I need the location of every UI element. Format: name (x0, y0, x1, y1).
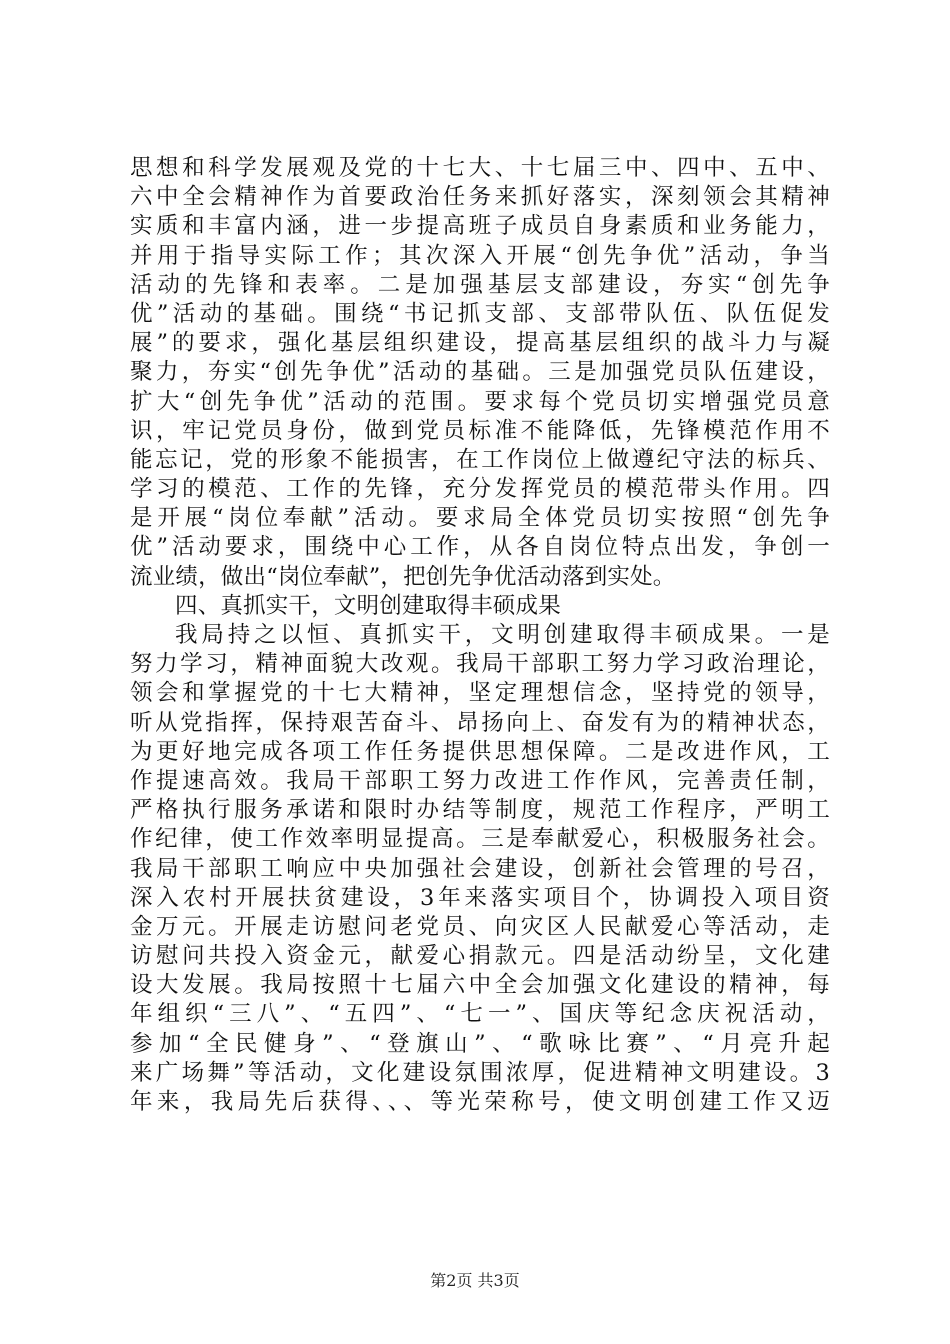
body-line: 深入农村开展扶贫建设，3年来落实项目个，协调投入项目资 (130, 884, 830, 911)
body-line: 领会和掌握党的十七大精神，坚定理想信念，坚持党的领导， (130, 680, 830, 707)
body-line: 学习的模范、工作的先锋，充分发挥党员的模范带头作用。四 (130, 476, 830, 503)
body-line: 识，牢记党员身份，做到党员标准不能降低，先锋模范作用不 (130, 417, 830, 444)
paragraph-first-line: 我局持之以恒、真抓实干，文明创建取得丰硕成果。一是 (175, 622, 830, 648)
body-line: 访慰问共投入资金元，献爱心捐款元。四是活动纷呈，文化建 (130, 943, 830, 970)
body-line: 我局干部职工响应中央加强社会建设，创新社会管理的号召， (130, 855, 830, 882)
body-line: 设大发展。我局按照十七届六中全会加强文化建设的精神，每 (130, 972, 830, 999)
body-line: 作提速高效。我局干部职工努力改进工作作风，完善责任制， (130, 767, 830, 794)
body-line: 展”的要求，强化基层组织建设，提高基层组织的战斗力与凝 (130, 330, 830, 357)
body-line: 流业绩，做出“岗位奉献”，把创先争优活动落到实处。 (130, 563, 676, 590)
body-line: 来广场舞”等活动，文化建设氛围浓厚，促进精神文明建设。3 (130, 1059, 830, 1086)
body-line: 为更好地完成各项工作任务提供思想保障。二是改进作风，工 (130, 738, 830, 765)
body-line: 作纪律，使工作效率明显提高。三是奉献爱心，积极服务社会。 (130, 826, 830, 853)
body-line: 优”活动要求，围绕中心工作，从各自岗位特点出发，争创一 (130, 534, 830, 561)
body-line: 严格执行服务承诺和限时办结等制度，规范工作程序，严明工 (130, 797, 830, 824)
body-line: 聚力，夯实“创先争优”活动的基础。三是加强党员队伍建设， (130, 359, 830, 386)
body-line: 实质和丰富内涵，进一步提高班子成员自身素质和业务能力， (130, 213, 830, 240)
section-heading: 四、真抓实干，文明创建取得丰硕成果 (175, 592, 561, 619)
body-line: 年组织“三八”、“五四”、“七一”、国庆等纪念庆祝活动， (130, 1001, 830, 1028)
body-line: 活动的先锋和表率。二是加强基层支部建设，夯实“创先争 (130, 271, 830, 298)
body-line: 能忘记，党的形象不能损害，在工作岗位上做遵纪守法的标兵、 (130, 446, 830, 473)
body-line: 参加“全民健身”、“登旗山”、“歌咏比赛”、“月亮升起 (130, 1030, 830, 1057)
page-number-footer: 第2页 共3页 (430, 1271, 520, 1290)
body-text (130, 154, 830, 1117)
body-line: 扩大“创先争优”活动的范围。要求每个党员切实增强党员意 (130, 388, 830, 415)
body-line: 金万元。开展走访慰问老党员、向灾区人民献爱心等活动，走 (130, 913, 830, 940)
body-line: 思想和科学发展观及党的十七大、十七届三中、四中、五中、 (130, 155, 830, 181)
body-line: 年来，我局先后获得、、、等光荣称号，使文明创建工作又迈 (130, 1089, 830, 1115)
body-line: 努力学习，精神面貌大改观。我局干部职工努力学习政治理论， (130, 651, 830, 678)
body-line: 是开展“岗位奉献”活动。要求局全体党员切实按照“创先争 (130, 505, 830, 532)
body-line: 听从党指挥，保持艰苦奋斗、昂扬向上、奋发有为的精神状态， (130, 709, 830, 736)
body-line: 优”活动的基础。围绕“书记抓支部、支部带队伍、队伍促发 (130, 300, 830, 327)
body-line: 并用于指导实际工作；其次深入开展“创先争优”活动，争当 (130, 242, 830, 269)
body-line: 六中全会精神作为首要政治任务来抓好落实，深刻领会其精神 (130, 184, 830, 211)
